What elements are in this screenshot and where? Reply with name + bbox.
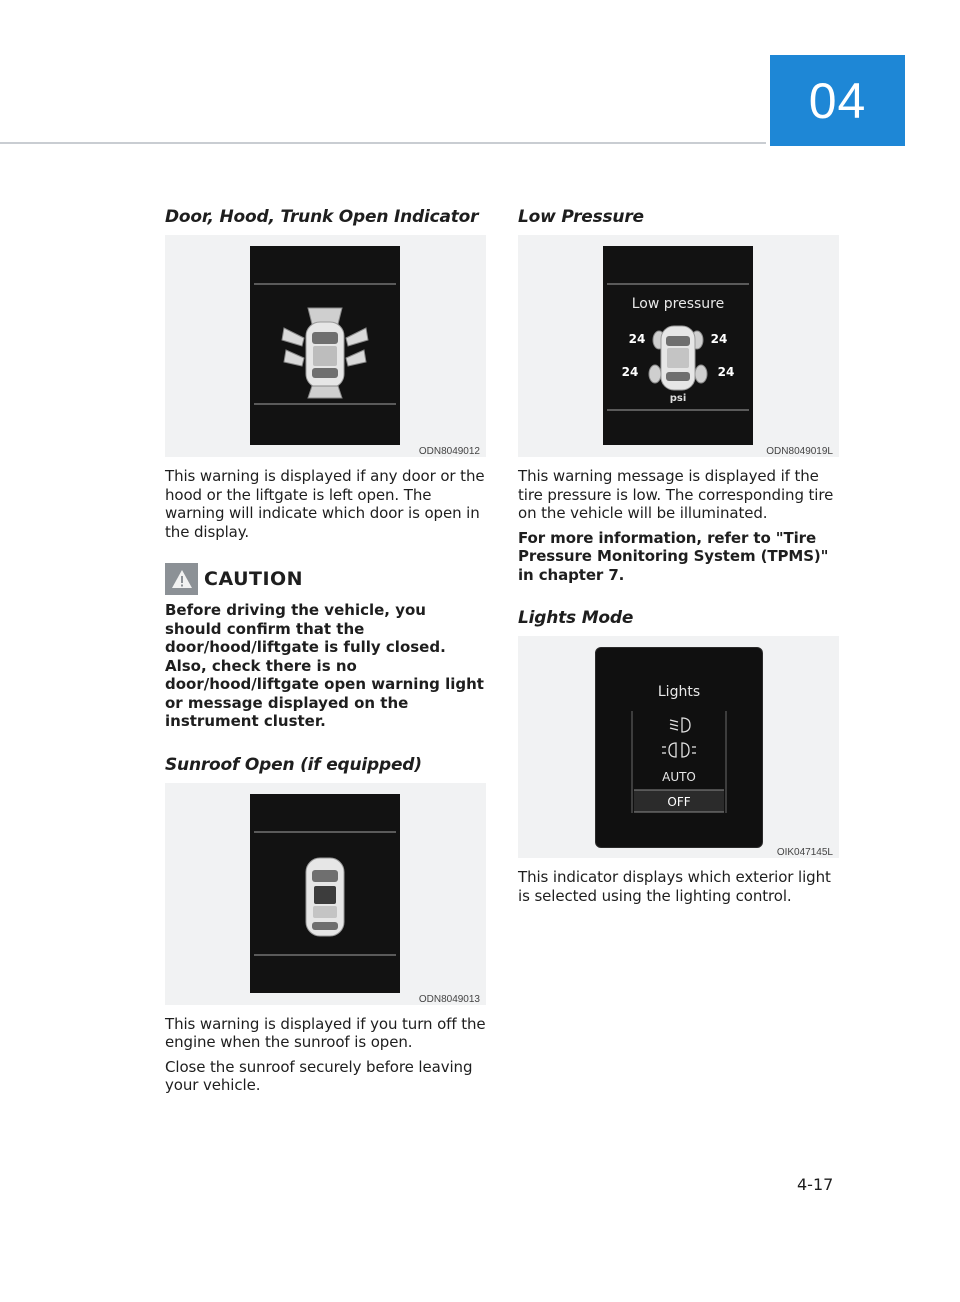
caution-title: CAUTION: [204, 568, 304, 590]
lights-mode-screen: [595, 647, 763, 848]
sunroof-open-screen: [250, 794, 400, 993]
sunroof-open-text-2: Close the sunroof securely before leaving your vehicle.: [165, 1057, 473, 1094]
lights-option-auto: AUTO: [662, 770, 696, 784]
lights-option-off: OFF: [667, 795, 691, 809]
low-pressure-screen: [603, 246, 753, 445]
tire-rear-right-value: 24: [717, 365, 735, 379]
warning-triangle-icon: [165, 563, 198, 595]
low-pressure-note: For more information, refer to "Tire Pressure Monitoring System (TPMS)" in chapter 7.: [518, 528, 829, 584]
low-pressure-text: This warning message is displayed if the tire pressure is low. The corresponding tire on the vehicle will be illuminated.: [518, 467, 834, 522]
sunroof-open-figure: [165, 783, 486, 1005]
door-open-figure: [165, 235, 486, 457]
pressure-unit: psi: [669, 393, 687, 404]
chapter-tab: 04: [770, 55, 905, 146]
tpms-car-icon: [603, 246, 753, 445]
sunroof-open-heading: Sunroof Open (if equipped): [165, 754, 422, 775]
caution-text: Before driving the vehicle, you should confirm that the door/hood/liftgate is fully closed. Also, check there is no door/hood/liftgate open warning light or message displayed on the instrument cluster.: [165, 601, 484, 730]
lights-mode-heading: Lights Mode: [518, 608, 634, 628]
lights-menu: [596, 648, 762, 847]
header-rule: [0, 142, 766, 144]
low-beam-icon: [670, 718, 690, 732]
door-open-figure-code: ODN8049012: [418, 446, 480, 457]
lights-mode-text: This indicator displays which exterior light is selected using the lighting control.: [518, 868, 831, 905]
low-pressure-figure: [518, 235, 839, 457]
door-open-screen: [250, 246, 400, 445]
page-number: 4-17: [797, 1175, 834, 1194]
car-sunroof-open-icon: [250, 794, 400, 993]
lights-screen-title: Lights: [657, 684, 701, 700]
sunroof-open-figure-code: ODN8049013: [418, 993, 480, 1005]
left-column: [165, 207, 487, 1095]
low-pressure-figure-code: ODN8049019L: [766, 446, 833, 457]
tire-rear-left-value: 24: [621, 365, 639, 379]
tire-front-right-value: 24: [710, 332, 728, 346]
lights-mode-figure-code: OIK047145L: [776, 847, 833, 858]
sunroof-open-text-1: This warning is displayed if you turn off the engine when the sunroof is open.: [165, 1014, 486, 1051]
low-pressure-heading: Low Pressure: [518, 207, 644, 227]
low-pressure-screen-title: Low pressure: [631, 296, 725, 312]
tire-front-left-value: 24: [628, 332, 646, 346]
caution-header: [165, 563, 487, 595]
car-doors-open-icon: [250, 246, 400, 445]
right-column: [518, 207, 840, 905]
lights-mode-figure: [518, 636, 839, 858]
fog-light-icon: [662, 743, 696, 757]
door-open-text: This warning is displayed if any door or the hood or the liftgate is left open. The warning will indicate which door is open in the display.: [165, 467, 485, 541]
door-open-heading: Door, Hood, Trunk Open Indicator: [165, 207, 479, 227]
